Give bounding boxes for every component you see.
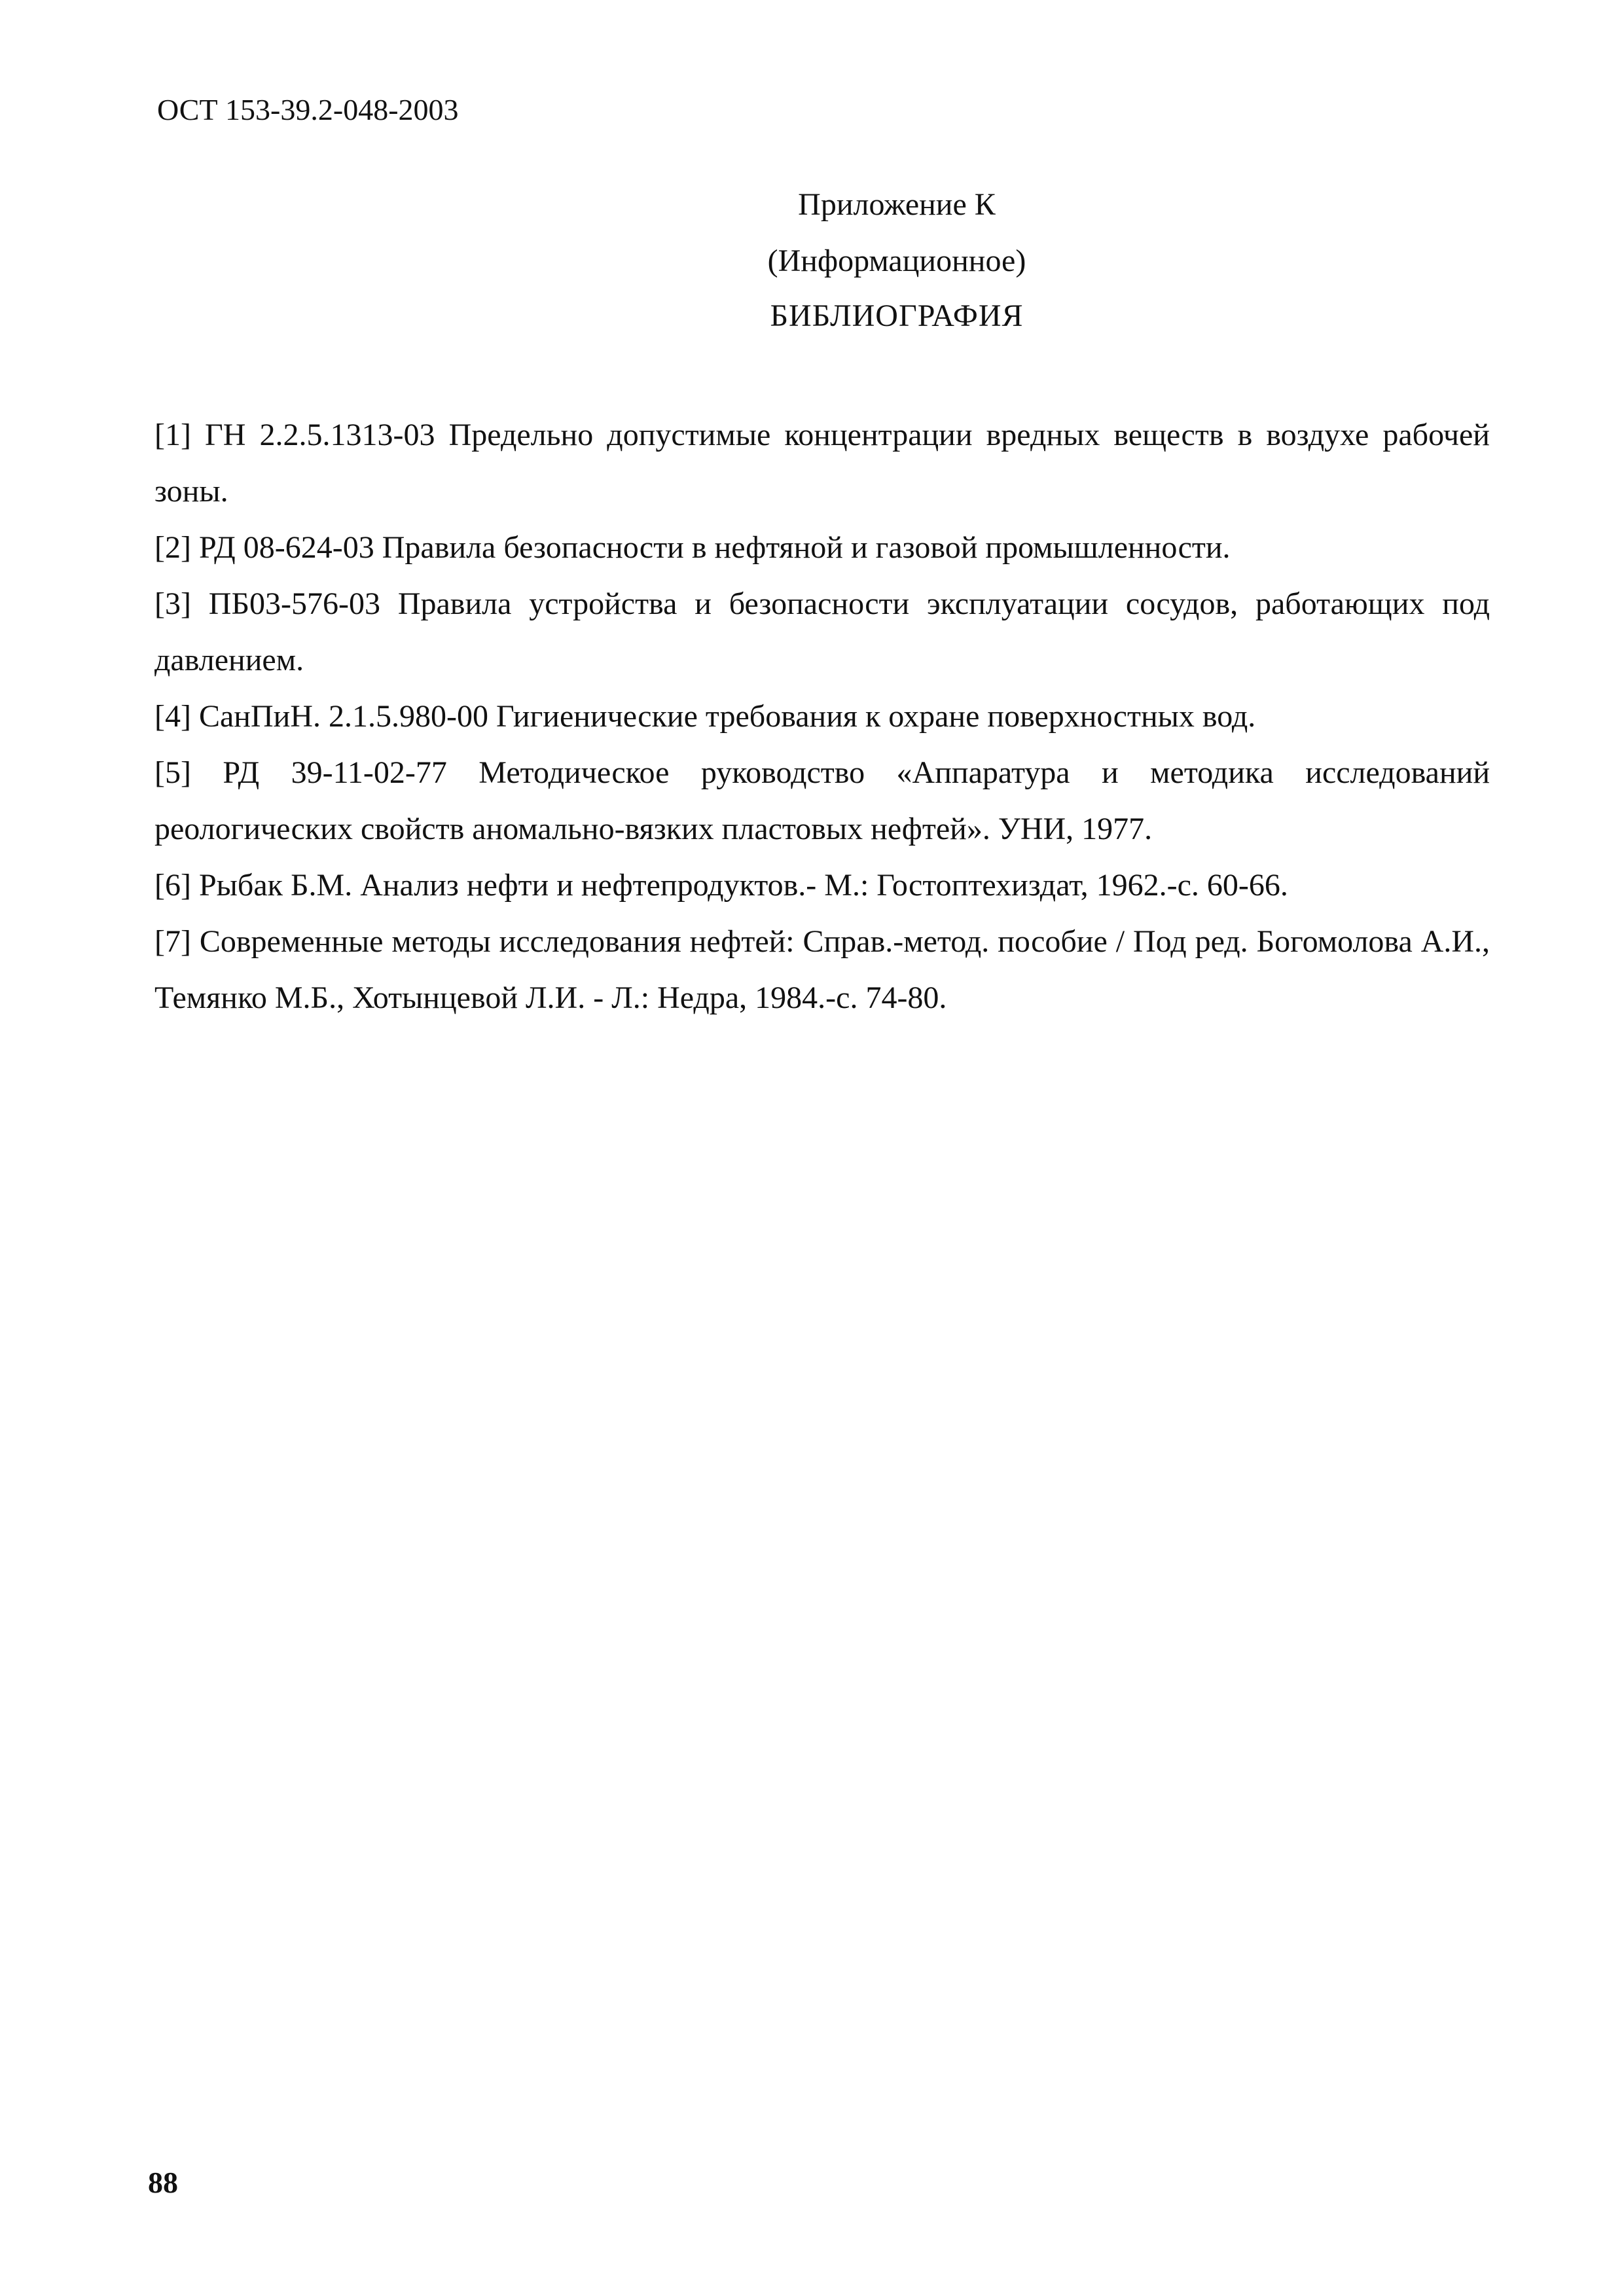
reference-item-4: [4] СанПиН. 2.1.5.980-00 Гигиенические требования к охране поверхностных вод. bbox=[154, 699, 1256, 734]
appendix-status: (Информационное) bbox=[767, 243, 1026, 278]
reference-item-1: [1] ГН 2.2.5.1313-03 Предельно допустимые концентрации вредных веществ в воздухе рабочей зоны. bbox=[154, 418, 1490, 509]
reference-item-5: [5] РД 39-11-02-77 Методическое руководство «Аппаратура и методика исследований реологических свойств аномально-вязких пластовых нефтей». УНИ, 1977. bbox=[154, 755, 1490, 846]
bibliography-title: БИБЛИОГРАФИЯ bbox=[770, 298, 1024, 333]
page-number: 88 bbox=[148, 2166, 178, 2199]
reference-item-6: [6] Рыбак Б.М. Анализ нефти и нефтепродуктов.- М.: Гостоптехиздат, 1962.-с. 60-66. bbox=[154, 868, 1288, 903]
reference-item-2: [2] РД 08-624-03 Правила безопасности в нефтяной и газовой промышленности. bbox=[154, 530, 1231, 565]
appendix-label: Приложение К bbox=[798, 187, 996, 222]
reference-item-3: [3] ПБ03-576-03 Правила устройства и безопасности эксплуатации сосудов, работающих под давлением. bbox=[154, 586, 1490, 677]
reference-item-7: [7] Современные методы исследования нефтей: Справ.-метод. пособие / Под ред. Богомолова А.И., Темянко М.Б., Хотынцевой Л.И. - Л.: Недра, 1984.-с. 74-80. bbox=[154, 924, 1490, 1015]
bibliography-list bbox=[154, 407, 1490, 1026]
document-code: ОСТ 153-39.2-048-2003 bbox=[157, 93, 459, 126]
